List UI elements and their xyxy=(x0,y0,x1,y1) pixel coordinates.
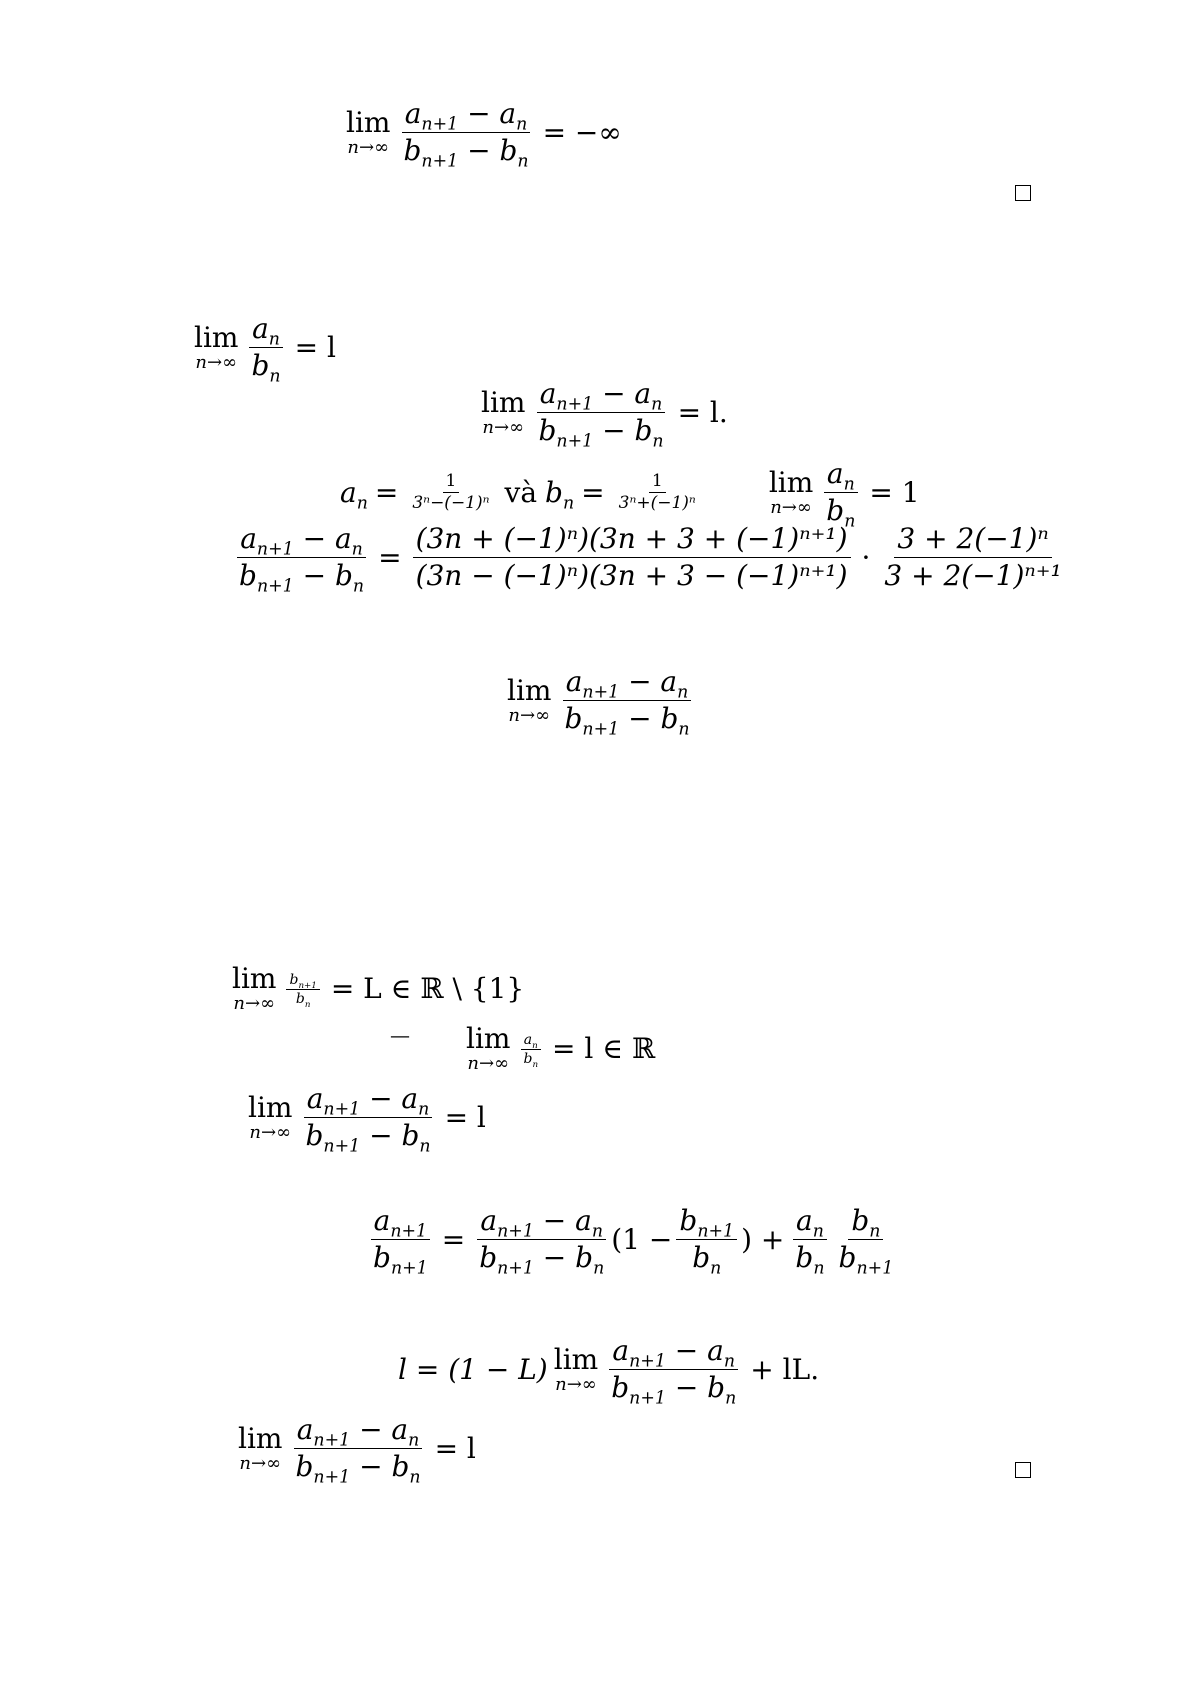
difference-quotient: $\frac{a_{n+1} - a_n}{b_{n+1} - b_n}$ xyxy=(564,665,690,740)
equation-sequence-definitions: $a_n$ = $\frac{1}{\text{3ⁿ−(−1)ⁿ}}$ và $b_n$ = $\frac{1}{\text{3ⁿ+(−1)ⁿ}}$ lim n→∞ $\frac{a_n}{b_n}$ = 1 xyxy=(340,457,920,532)
equation-limit-neg-infinity xyxy=(346,97,629,172)
limit-operator: lim n→∞ xyxy=(481,385,526,438)
equation-quotient-expansion: $\frac{a_{n+1} - a_n}{b_{n+1} - b_n}$ = $\frac{\text{(3n + (−1)ⁿ)(3n + 3 + (−1)ⁿ⁺¹)}}{\text{(3n − (−1)ⁿ)(3n + 3 − (−1)ⁿ⁺¹)}}$ · $\frac{\text{3 + 2(−1)ⁿ}}{\text{3 + 2(−1)ⁿ⁺¹}}$ xyxy=(232,525,1069,590)
difference-quotient: $\frac{a_{n+1} - a_n}{b_{n+1} - b_n}$ xyxy=(295,1413,421,1488)
ratio-fraction: $\frac{a_n}{b_n}$ xyxy=(792,1207,827,1272)
limit-operator: lim n→∞ xyxy=(553,1342,599,1395)
limit-operator: lim n→∞ xyxy=(768,465,814,518)
limit-operator: lim n→∞ xyxy=(248,1090,293,1143)
equation-ratio-real-limit xyxy=(390,1022,662,1074)
a-definition-fraction: $\frac{1}{\text{3ⁿ−(−1)ⁿ}}$ xyxy=(412,471,490,513)
difference-quotient: $\frac{a_{n+1} - a_n}{b_{n+1} - b_n}$ xyxy=(305,1082,431,1157)
qed-square xyxy=(1015,1462,1031,1478)
conjunction-word: và xyxy=(504,475,538,509)
limit-operator: lim n→∞ xyxy=(238,1421,283,1474)
b-ratio-fraction: $\frac{b_{n+1}}{b_n}$ xyxy=(676,1207,737,1272)
difference-quotient: $\frac{a_{n+1} - a_n}{b_{n+1} - b_n}$ xyxy=(479,1204,605,1279)
difference-quotient: $\frac{a_{n+1} - a_n}{b_{n+1} - b_n}$ xyxy=(403,97,529,172)
equation-b-ratio-limit xyxy=(232,962,531,1014)
difference-quotient: $\frac{a_{n+1} - a_n}{b_{n+1} - b_n}$ xyxy=(611,1334,737,1409)
difference-quotient: $\frac{a_{n+1} - a_n}{b_{n+1} - b_n}$ xyxy=(538,377,664,452)
equation-lhs: l = (1 − L) xyxy=(398,1352,548,1386)
product-fraction: $\frac{\text{(3n + (−1)ⁿ)(3n + 3 + (−1)ⁿ⁺¹)}}{\text{(3n − (−1)ⁿ)(3n + 3 − (−1)ⁿ⁺¹)}}$ xyxy=(413,525,851,590)
limit-operator: lim n→∞ xyxy=(507,673,552,726)
b-inverse-ratio: $\frac{b_n}{b_{n+1}}$ xyxy=(838,1204,894,1279)
ratio-fraction: $\frac{a_n}{b_n}$ xyxy=(520,1033,541,1066)
equation-limit-expression xyxy=(507,665,697,740)
difference-quotient: $\frac{a_{n+1} - a_n}{b_{n+1} - b_n}$ xyxy=(239,522,365,597)
factor-fraction: $\frac{\text{3 + 2(−1)ⁿ}}{\text{3 + 2(−1)ⁿ⁺¹}}$ xyxy=(884,522,1062,592)
b-ratio-fraction: $\frac{b_{n+1}}{b_n}$ xyxy=(286,973,319,1006)
ratio-fraction: $\frac{a_n}{b_n}$ xyxy=(248,315,283,380)
equation-identity-decomposition: $\frac{a_{n+1}}{b_{n+1}}$ = $\frac{a_{n+1} - a_n}{b_{n+1} - b_n}$ (1 − $\frac{b_{n+1}}{b_n}$ ) + $\frac{a_n}{b_n}$ $\frac{b_n}{b_{n+1}}$ xyxy=(366,1207,900,1272)
equation-rhs: = l ∈ ℝ xyxy=(552,1032,656,1065)
limit-operator: lim n→∞ xyxy=(466,1022,511,1074)
a-over-b-next: $\frac{a_{n+1}}{b_{n+1}}$ xyxy=(370,1207,431,1272)
equation-rhs: + lL. xyxy=(750,1352,820,1386)
equation-rhs: = l. xyxy=(677,395,728,429)
equation-limit-relation xyxy=(398,1334,826,1409)
limit-operator: lim n→∞ xyxy=(346,105,391,158)
qed-square xyxy=(1015,185,1031,201)
equation-difference-limit-l xyxy=(248,1082,493,1157)
equation-final-limit xyxy=(238,1413,483,1488)
equation-rhs: = l xyxy=(444,1100,486,1134)
equation-rhs: = l xyxy=(434,1431,476,1465)
equation-rhs: = 1 xyxy=(869,475,920,509)
ratio-fraction: $\frac{a_n}{b_n}$ xyxy=(823,460,858,525)
equation-rhs: = −∞ xyxy=(542,115,622,149)
dash-mark: — xyxy=(390,1023,410,1047)
equation-rhs: = L ∈ ℝ \ {1} xyxy=(330,972,525,1005)
b-definition-fraction: $\frac{1}{\text{3ⁿ+(−1)ⁿ}}$ xyxy=(618,471,696,513)
equation-rhs: = l xyxy=(294,330,336,364)
limit-operator: lim n→∞ xyxy=(194,320,239,373)
limit-operator: lim n→∞ xyxy=(232,962,277,1014)
equation-ratio-limit xyxy=(194,312,343,387)
equation-difference-limit xyxy=(481,377,735,452)
